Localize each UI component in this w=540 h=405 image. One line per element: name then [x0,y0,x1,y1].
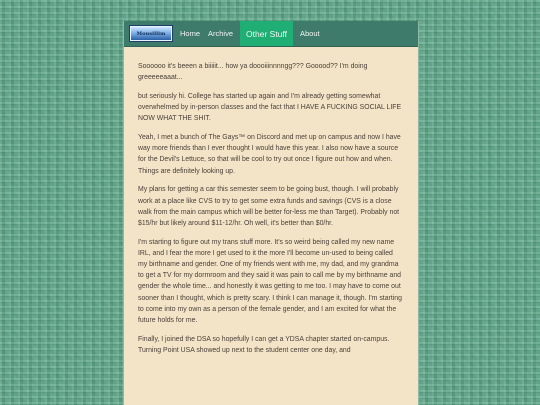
post-paragraph: Yeah, I met a bunch of The Gays™ on Discord and met up on campus and now I have way more friends than I ever thought I would have this year. I also now have a source for the Devil's Lettuce, so that will be cool to try out once I figure out how and when. Things are definitely looking up. [138,134,401,175]
post-paragraph: but seriously hi. College has started up again and I'm already getting somewhat overwhelmed by in-person classes and the fact that I HAVE A FUCKING SOCIAL LIFE NOW WHAT THE SHIT. [138,92,402,123]
nav-archive[interactable]: Archive [208,29,234,38]
nav-home[interactable]: Home [180,29,201,38]
nav-about[interactable]: About [299,29,320,38]
site-logo-text: Mousillim [136,30,166,37]
page-container [123,21,419,405]
post-paragraph: My plans for getting a car this semester seem to be going bust, though. I will probably work at a place like CVS to try to get some extra funds and savings (CVS is a close walk from the main campus which will be better for-less me than Target). Probably not $15/hr but likely around $11-12/hr. Oh well, it's better than $0/hr. [138,186,400,227]
post-body [124,47,418,374]
post-paragraph: Finally, I joined the DSA so hopefully I can get a YDSA chapter started on-campus. Turning Point USA showed up next to the student center one day, and [138,335,390,354]
site-logo[interactable] [130,26,172,41]
top-nav [124,21,418,47]
nav-other-stuff[interactable]: Other Stuff [240,21,293,46]
post-paragraph: I'm starting to figure out my trans stuff more. It's so weird being called my new name IRL, and I fear the more I get used to it the more I'll become un-used to being called my birthname and gender. One of my friends went with me, my dad, and my grandma to get a TV for my dormroom and they said it was pain to call me by my birthname and gender the whole time... and honestly it was getting to me too. I may have to come out sooner than I thought, which is pretty scary. I think I can manage it, though. I'm starting to come into my own as a person of the female gender, and I am excited for what the future holds for me. [138,238,402,325]
post-paragraph: Soooooo it's beeen a biiiiit... how ya doooiiinnnngg??? Gooood?? I'm doing greeeeeaaat... [138,63,368,82]
